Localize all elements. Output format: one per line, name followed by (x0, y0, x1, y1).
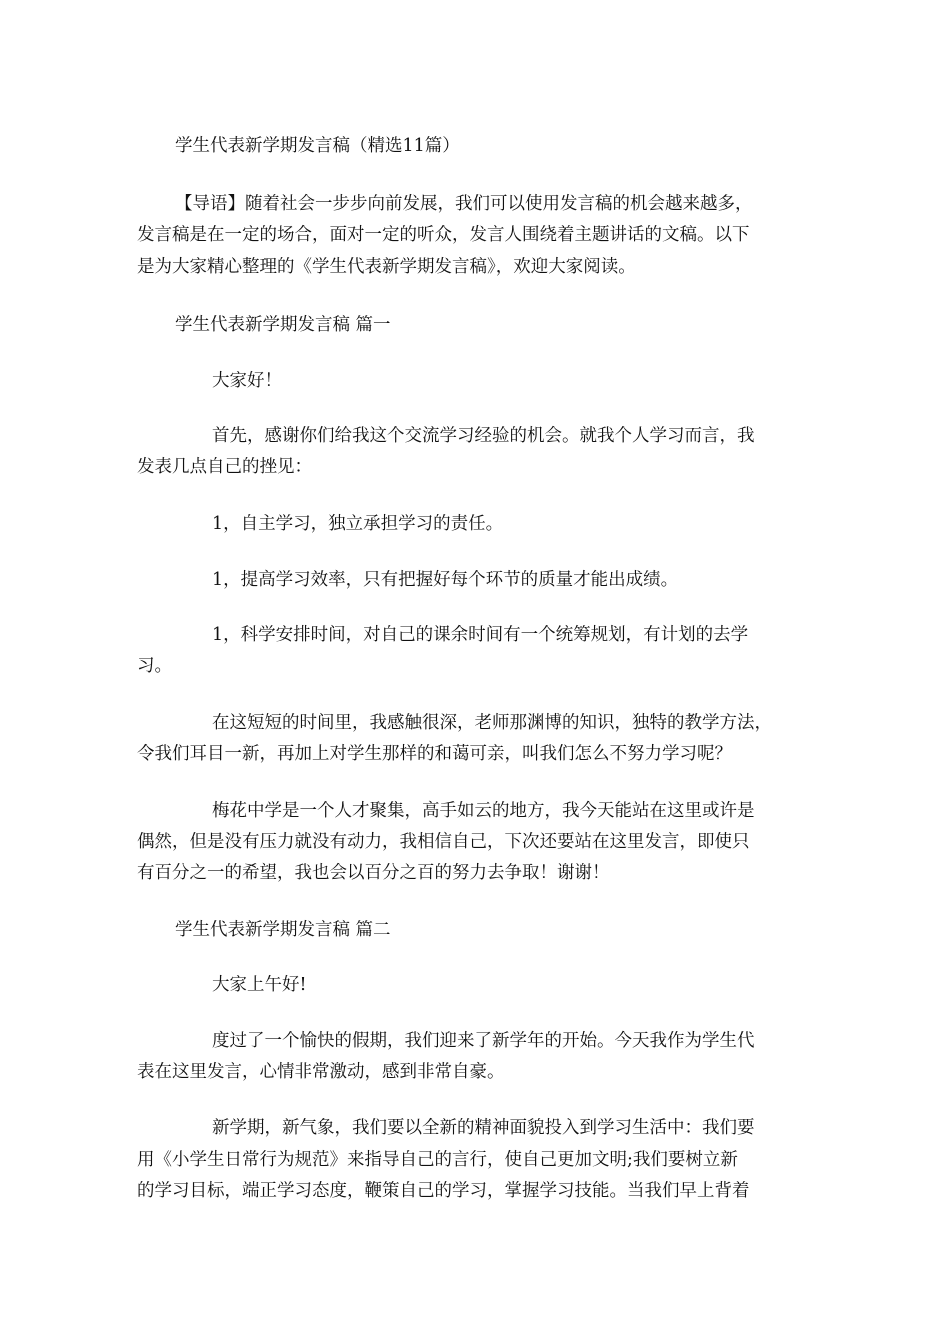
section1-item-2: 1，提高学习效率，只有把握好每个环节的质量才能出成绩。 (212, 570, 679, 590)
document-title: 学生代表新学期发言稿（精选11篇） (175, 136, 460, 156)
section2-p2-line-1: 新学期，新气象，我们要以全新的精神面貌投入到学习生活中：我们要 (212, 1118, 755, 1138)
intro-line-1: 【导语】随着社会一步步向前发展，我们可以使用发言稿的机会越来越多， (175, 194, 753, 214)
section2-p1-line-2: 表在这里发言，心情非常激动，感到非常自豪。 (137, 1062, 505, 1082)
section1-p3-line-1: 梅花中学是一个人才聚集，高手如云的地方，我今天能站在这里或许是 (212, 801, 755, 821)
section2-p2-line-2: 用《小学生日常行为规范》来指导自己的言行，使自己更加文明;我们要树立新 (137, 1150, 738, 1170)
section1-heading: 学生代表新学期发言稿 篇一 (175, 315, 391, 335)
section1-item-3-line-1: 1，科学安排时间，对自己的课余时间有一个统筹规划，有计划的去学 (212, 625, 749, 645)
section2-heading: 学生代表新学期发言稿 篇二 (175, 920, 391, 940)
section1-item-3-line-2: 习。 (137, 656, 172, 676)
section1-p1-line-2: 发表几点自己的挫见： (137, 457, 312, 477)
section1-p1-line-1: 首先，感谢你们给我这个交流学习经验的机会。就我个人学习而言，我 (212, 426, 755, 446)
intro-line-3: 是为大家精心整理的《学生代表新学期发言稿》，欢迎大家阅读。 (137, 257, 636, 277)
section1-greeting: 大家好！ (212, 371, 282, 391)
section1-p3-line-3: 有百分之一的希望，我也会以百分之百的努力去争取！谢谢！ (137, 863, 610, 883)
section2-p1-line-1: 度过了一个愉快的假期，我们迎来了新学年的开始。今天我作为学生代 (212, 1031, 755, 1051)
section1-p2-line-2: 令我们耳目一新，再加上对学生那样的和蔼可亲，叫我们怎么不努力学习呢？ (137, 744, 732, 764)
section1-p3-line-2: 偶然，但是没有压力就没有动力，我相信自己，下次还要站在这里发言，即使只 (137, 832, 750, 852)
intro-line-2: 发言稿是在一定的场合，面对一定的听众，发言人围绕着主题讲话的文稿。以下 (137, 225, 750, 245)
section2-p2-line-3: 的学习目标，端正学习态度，鞭策自己的学习，掌握学习技能。当我们早上背着 (137, 1181, 750, 1201)
section1-p2-line-1: 在这短短的时间里，我感触很深，老师那渊博的知识，独特的教学方法， (212, 713, 772, 733)
section2-greeting: 大家上午好! (212, 975, 307, 995)
section1-item-1: 1，自主学习，独立承担学习的责任。 (212, 514, 504, 534)
